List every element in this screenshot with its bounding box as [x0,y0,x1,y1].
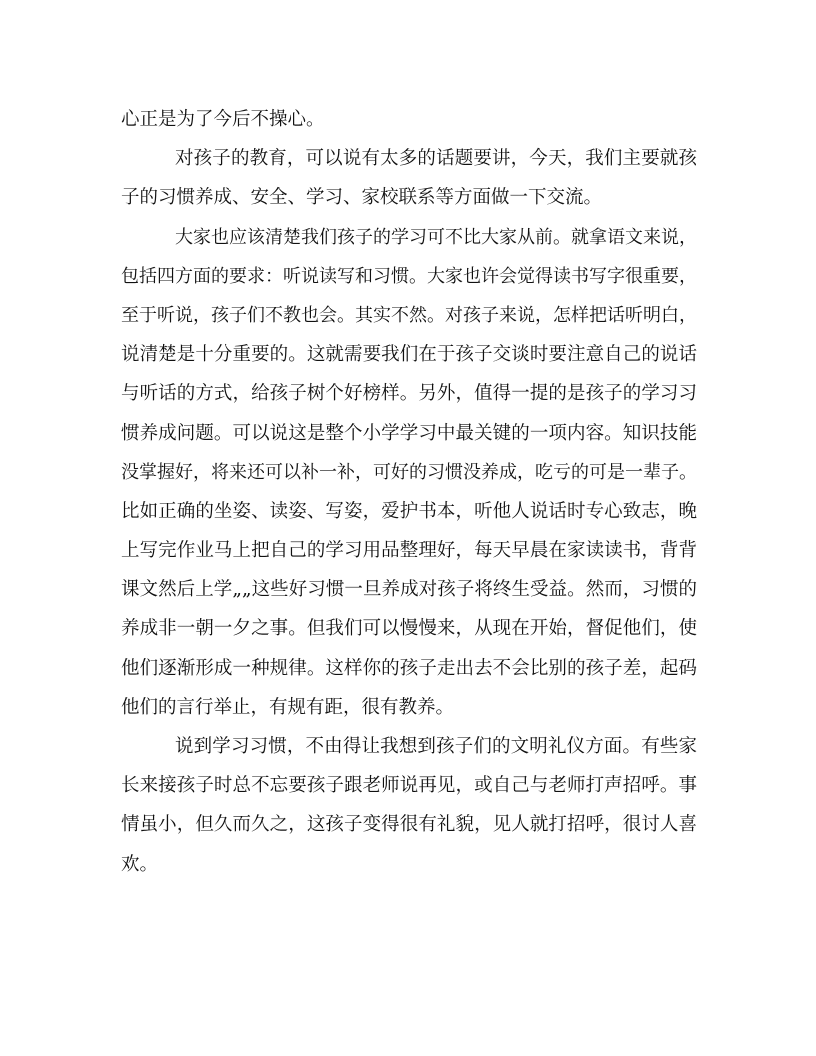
text-line: 长来接孩子时总不忘要孩子跟老师说再见，或自己与老师打声招呼。事 [121,775,697,797]
text-line: 养成非一朝一夕之事。但我们可以慢慢来，从现在开始，督促他们，使 [121,618,697,640]
document-body [121,100,697,884]
text-line: 说清楚是十分重要的。这就需要我们在于孩子交谈时要注意自己的说话 [121,344,697,366]
text-line: 心正是为了今后不操心。 [121,109,325,130]
text-line: 课文然后上学„„这些好习惯一旦养成对孩子将终生受益。然而，习惯的 [121,579,697,601]
text-line: 他们逐渐形成一种规律。这样你的孩子走出去不会比别的孩子差，起码 [121,657,697,679]
text-line: 与听话的方式，给孩子树个好榜样。另外，值得一提的是孩子的学习习 [121,383,697,405]
text-line: 欢。 [121,853,159,875]
text-line: 至于听说，孩子们不教也会。其实不然。对孩子来说，怎样把话听明白， [121,304,697,326]
text-line: 上写完作业马上把自己的学习用品整理好，每天早晨在家读读书，背背 [121,540,697,562]
text-line: 情虽小，但久而久之，这孩子变得很有礼貌，见人就打招呼，很讨人喜 [121,814,697,836]
text-line: 子的习惯养成、安全、学习、家校联系等方面做一下交流。 [121,187,603,209]
paragraph-first-line: 大家也应该清楚我们孩子的学习可不比大家从前。就拿语文来说， [175,226,697,248]
text-line: 他们的言行举止，有规有距，很有教养。 [121,696,455,718]
text-line: 惯养成问题。可以说这是整个小学学习中最关键的一项内容。知识技能 [121,422,697,444]
paragraph-first-line: 对孩子的教育，可以说有太多的话题要讲，今天，我们主要就孩 [175,148,697,170]
paragraph-first-line: 说到学习习惯，不由得让我想到孩子们的文明礼仪方面。有些家 [175,736,697,757]
text-line: 包括四方面的要求：听说读写和习惯。大家也许会觉得读书写字很重要， [121,265,697,287]
text-line: 比如正确的坐姿、读姿、写姿，爱护书本，听他人说话时专心致志，晚 [121,500,697,522]
text-line: 没掌握好，将来还可以补一补，可好的习惯没养成，吃亏的可是一辈子。 [121,461,697,483]
